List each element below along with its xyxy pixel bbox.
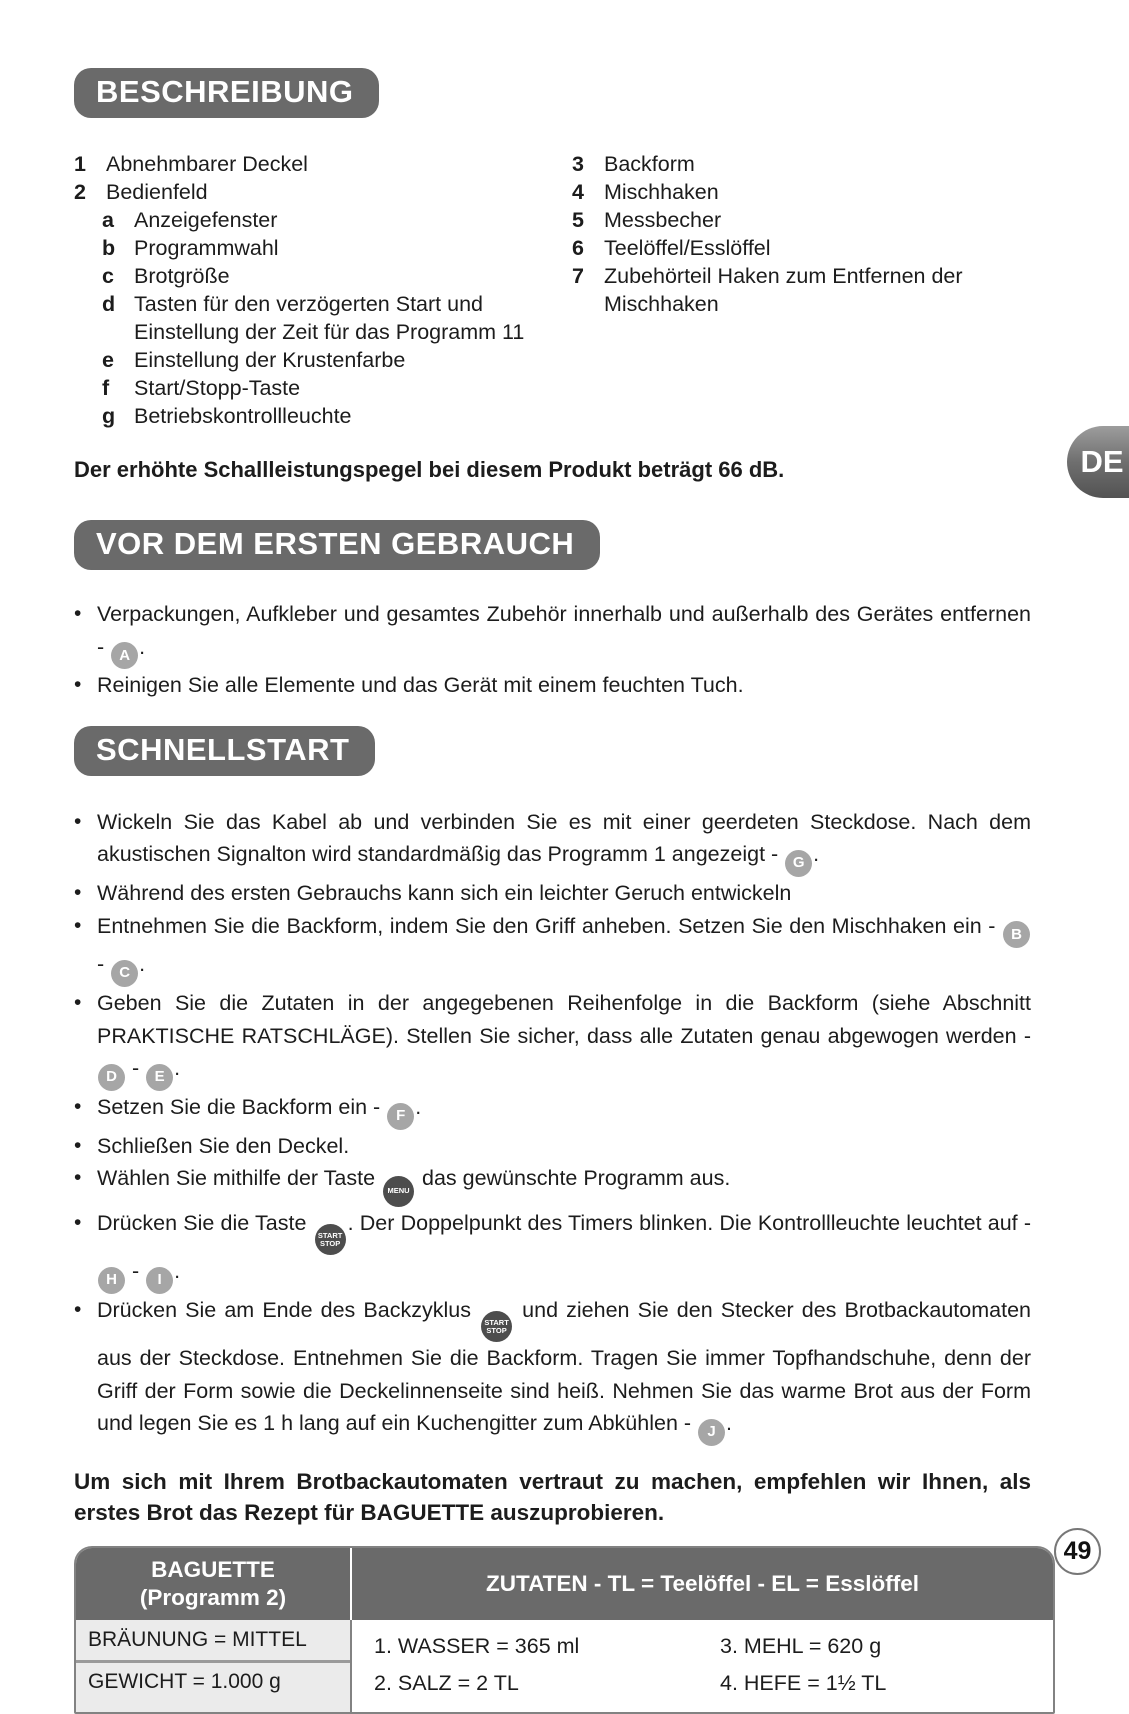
parts-list-item-label: Betriebskontrollleuchte	[134, 404, 352, 428]
bullet-item	[74, 669, 1055, 702]
bullet-item	[74, 987, 1055, 1091]
parts-list-item-label: Zubehörteil Haken zum Entfernen der Mischhaken	[604, 264, 963, 316]
section-title-schnellstart: SCHNELLSTART	[74, 726, 375, 776]
parts-list-item-number: 4	[572, 180, 584, 204]
parts-list-item-label: Programmwahl	[134, 236, 279, 260]
parts-list-item-a	[74, 206, 572, 234]
bullet-text: Während des ersten Gebrauchs kann sich ein leichter Geruch entwickeln	[97, 881, 792, 905]
ingredients-column-2	[720, 1628, 886, 1702]
bullet-text: Geben Sie die Zutaten in der angegebenen Reihenfolge in die Backform (siehe Abschnitt PRAKTISCHE RATSCHLÄGE). Stellen Sie sicher, dass alle Zutaten genau abgewogen werden - D - E .	[97, 987, 1031, 1091]
step-badge-g-icon: G	[785, 850, 812, 877]
parts-list-item-number: f	[102, 376, 110, 400]
quickstart-bullet-list	[74, 806, 1055, 1446]
ingredients-column-1	[374, 1628, 720, 1702]
ingredient-salz: 2. SALZ = 2 TL	[374, 1671, 519, 1695]
parts-list-item-number: 6	[572, 236, 584, 260]
table-row-braeunung: BRÄUNUNG = MITTEL	[88, 1628, 307, 1651]
parts-list-item-d	[74, 290, 572, 346]
parts-list-item-7	[572, 262, 1055, 318]
section-title-beschreibung: BESCHREIBUNG	[74, 68, 379, 118]
bullet-item	[74, 1207, 1055, 1294]
bullet-item	[74, 1091, 1055, 1130]
step-badge-d-icon: D	[98, 1064, 125, 1091]
table-header-program	[76, 1548, 352, 1620]
bullet-dot-icon: •	[74, 809, 82, 833]
parts-list-item-number: 7	[572, 264, 584, 288]
step-badge-a-icon: A	[111, 642, 138, 669]
parts-list-item-number: 2	[74, 180, 86, 204]
ingredient-hefe: 4. HEFE = 1½ TL	[720, 1671, 887, 1695]
bullet-text: Drücken Sie die Taste START STOP . Der Doppelpunkt des Timers blinken. Die Kontrollleuchte leuchtet auf - H - I .	[97, 1207, 1031, 1294]
step-badge-i-icon: I	[146, 1267, 173, 1294]
table-row-gewicht: GEWICHT = 1.000 g	[76, 1660, 350, 1700]
bullet-item	[74, 1162, 1055, 1207]
parts-list-item-number: b	[102, 236, 116, 260]
bullet-dot-icon: •	[74, 1297, 82, 1321]
bullet-item	[74, 806, 1055, 877]
bullet-text: Verpackungen, Aufkleber und gesamtes Zubehör innerhalb und außerhalb des Gerätes entfernen - A .	[97, 598, 1031, 669]
table-header-ingredients: ZUTATEN - TL = Teelöffel - EL = Esslöffel	[486, 1571, 919, 1596]
parts-list-item-g	[74, 402, 572, 430]
language-tab-de: DE	[1067, 426, 1129, 498]
bullet-dot-icon: •	[74, 991, 82, 1014]
parts-list-item-f	[74, 374, 572, 402]
parts-list-item-c	[74, 262, 572, 290]
sound-level-note: Der erhöhte Schallleistungspegel bei diesem Produkt beträgt 66 dB.	[74, 457, 785, 482]
parts-list-item-e	[74, 346, 572, 374]
bullet-dot-icon: •	[74, 1094, 82, 1118]
parts-list	[74, 150, 1055, 430]
recipe-intro-text: Um sich mit Ihrem Brotbackautomaten vertraut zu machen, empfehlen wir Ihnen, als erstes Brot das Rezept für BAGUETTE auszuprobieren.	[74, 1469, 1031, 1525]
bullet-item	[74, 1130, 1055, 1163]
step-badge-f-icon: F	[387, 1103, 414, 1130]
step-badge-c-icon: C	[111, 960, 138, 987]
page-number-badge: 49	[1054, 1528, 1101, 1575]
bullet-text: Wickeln Sie das Kabel ab und verbinden Sie es mit einer geerdeten Steckdose. Nach dem akustischen Signalton wird standardmäßig das Programm 1 angezeigt - G .	[97, 806, 1031, 877]
parts-list-item-b	[74, 234, 572, 262]
parts-list-item-number: g	[102, 404, 116, 428]
menu-key-icon: MENU	[383, 1176, 414, 1207]
parts-list-item-label: Start/Stopp-Taste	[134, 376, 301, 400]
ingredient-mehl: 3. MEHL = 620 g	[720, 1634, 882, 1658]
start-stop-key-icon: START STOP	[315, 1224, 346, 1255]
table-header-row	[76, 1548, 1053, 1620]
parts-list-item-label: Abnehmbarer Deckel	[106, 152, 308, 176]
ingredient-wasser: 1. WASSER = 365 ml	[374, 1634, 580, 1658]
parts-list-item-4	[572, 178, 1055, 206]
bullet-item	[74, 910, 1055, 988]
step-badge-b-icon: B	[1003, 921, 1030, 948]
parts-list-item-number: d	[102, 292, 116, 316]
parts-list-item-label: Backform	[604, 152, 695, 176]
parts-list-item-label: Messbecher	[604, 208, 722, 232]
parts-list-item-3	[572, 150, 1055, 178]
bullet-item	[74, 1294, 1055, 1446]
parts-list-item-label: Mischhaken	[604, 180, 719, 204]
parts-list-item-number: e	[102, 348, 114, 372]
table-header-program-line1: BAGUETTE	[151, 1557, 275, 1582]
start-stop-key-icon: START STOP	[481, 1311, 512, 1342]
parts-list-item-2	[74, 178, 572, 206]
bullet-item	[74, 877, 1055, 910]
parts-list-right-column	[572, 150, 1055, 430]
parts-list-item-number: 3	[572, 152, 584, 176]
parts-list-item-label: Bedienfeld	[106, 180, 208, 204]
parts-list-item-label: Einstellung der Krustenfarbe	[134, 348, 406, 372]
parts-list-item-6	[572, 234, 1055, 262]
parts-list-item-5	[572, 206, 1055, 234]
bullet-dot-icon: •	[74, 1210, 82, 1234]
bullet-text: Schließen Sie den Deckel.	[97, 1133, 350, 1158]
table-ingredients-cell	[352, 1620, 1053, 1712]
parts-list-item-number: c	[102, 264, 114, 288]
bullet-dot-icon: •	[74, 602, 82, 625]
bullet-dot-icon: •	[74, 673, 82, 697]
table-header-program-line2: (Programm 2)	[139, 1585, 287, 1610]
table-settings-column	[76, 1620, 352, 1712]
bullet-text: Setzen Sie die Backform ein - F .	[97, 1091, 1031, 1130]
first-use-bullet-list	[74, 598, 1055, 702]
bullet-dot-icon: •	[74, 913, 82, 937]
bullet-text: Wählen Sie mithilfe der Taste MENU das gewünschte Programm aus.	[97, 1162, 1031, 1207]
parts-list-left-column	[74, 150, 572, 430]
bullet-dot-icon: •	[74, 1166, 82, 1189]
bullet-dot-icon: •	[74, 881, 82, 904]
section-title-vor-dem-ersten-gebrauch: VOR DEM ERSTEN GEBRAUCH	[74, 520, 600, 570]
parts-list-item-number: 1	[74, 152, 86, 176]
table-body	[76, 1620, 1053, 1712]
bullet-item	[74, 598, 1055, 669]
step-badge-e-icon: E	[146, 1064, 173, 1091]
bullet-dot-icon: •	[74, 1133, 82, 1157]
bullet-text: Entnehmen Sie die Backform, indem Sie den Griff anheben. Setzen Sie den Mischhaken ein - B - C .	[97, 910, 1031, 988]
parts-list-item-label: Anzeigefenster	[134, 208, 278, 232]
baguette-recipe-table	[74, 1546, 1055, 1714]
parts-list-item-1	[74, 150, 572, 178]
parts-list-item-label: Tasten für den verzögerten Start und Einstellung der Zeit für das Programm 11	[134, 292, 525, 344]
step-badge-h-icon: H	[98, 1267, 125, 1294]
parts-list-item-number: 5	[572, 208, 584, 232]
parts-list-item-label: Brotgröße	[134, 264, 230, 288]
step-badge-j-icon: J	[698, 1419, 725, 1446]
parts-list-item-label: Teelöffel/Esslöffel	[604, 236, 771, 260]
parts-list-item-number: a	[102, 208, 114, 232]
bullet-text: Reinigen Sie alle Elemente und das Gerät mit einem feuchten Tuch.	[97, 673, 744, 698]
bullet-text: Drücken Sie am Ende des Backzyklus START STOP und ziehen Sie den Stecker des Brotbackautomaten aus der Steckdose. Entnehmen Sie die Backform. Tragen Sie immer Topfhandschuhe, denn der Griff der Form sowie die Deckelinnenseite sind heiß. Nehmen Sie das warme Brot aus der Form und legen Sie es 1 h lang auf ein Kuchengitter zum Abkühlen - J .	[97, 1294, 1031, 1446]
